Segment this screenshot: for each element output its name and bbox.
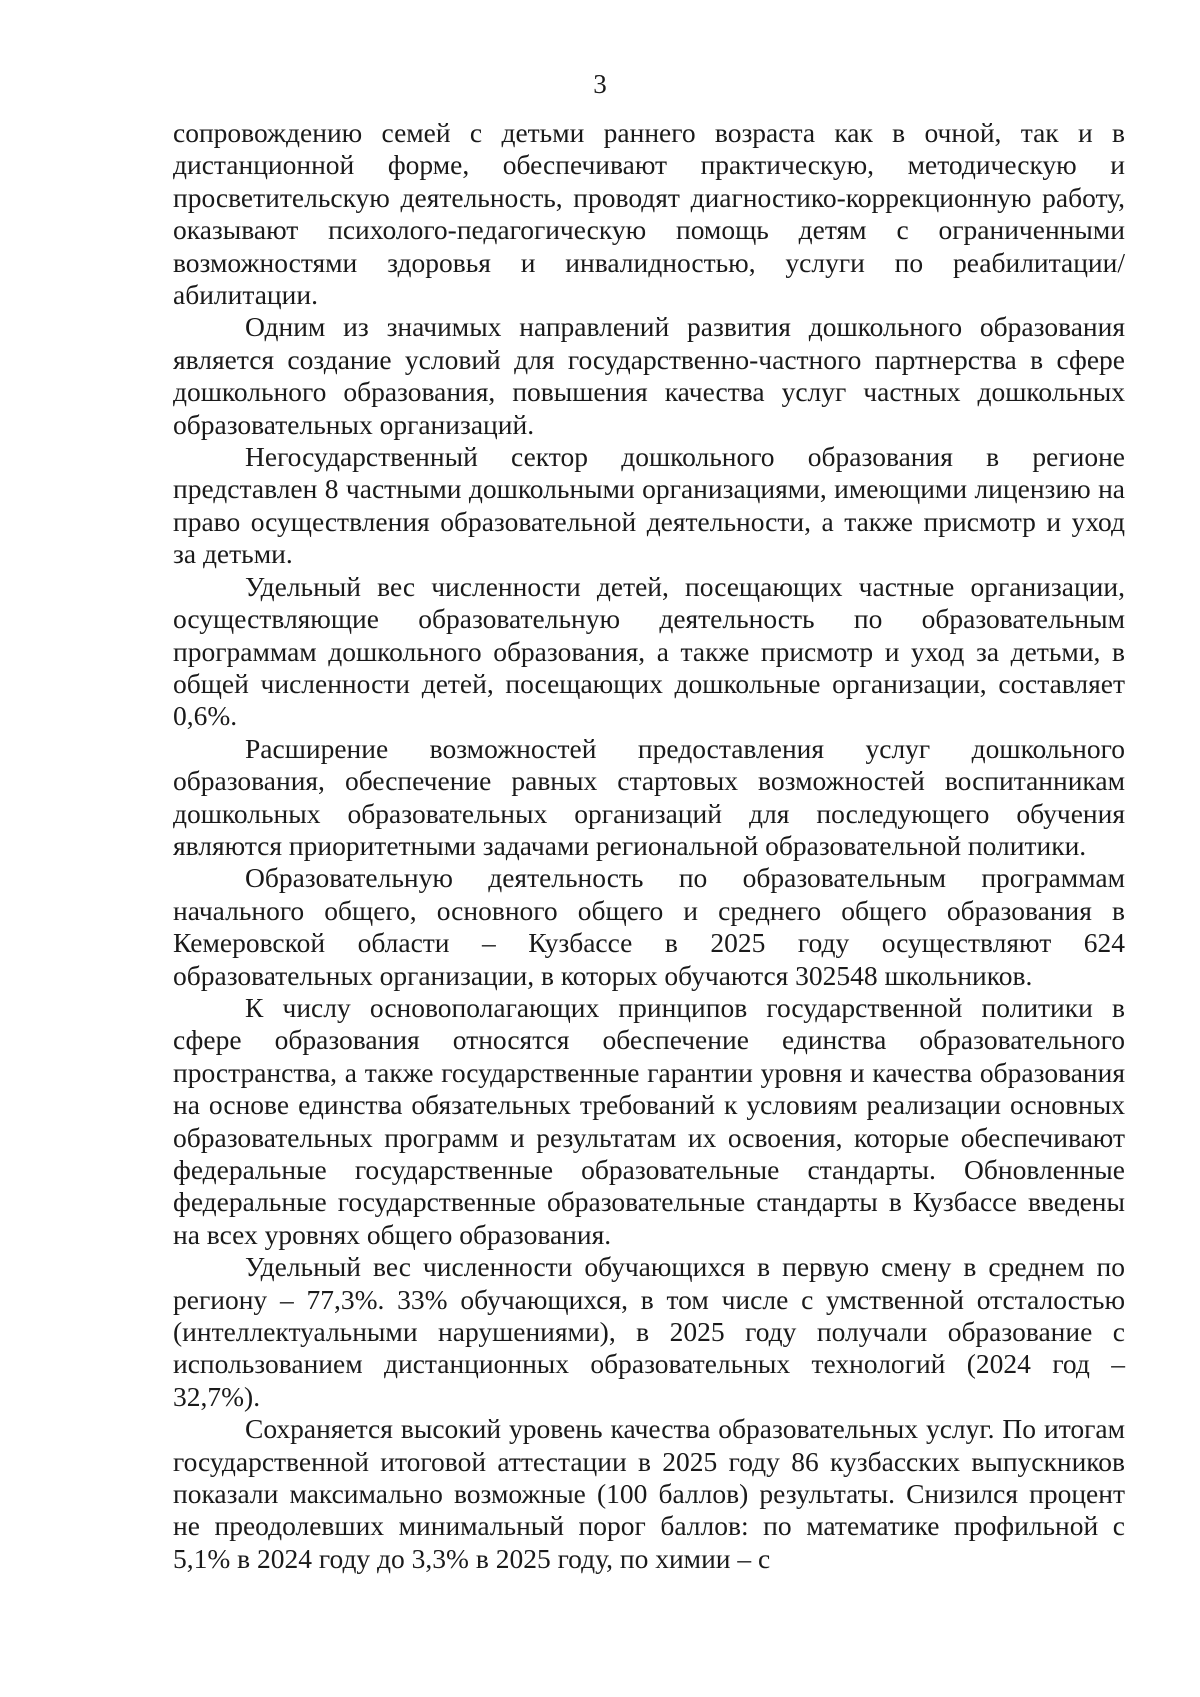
paragraph-first-shift: Удельный вес численности обучающихся в первую смену в среднем по региону – 77,3%. 33% обучающихся, в том числе с умственной отсталостью (интеллектуальными нарушениями), в 2025 году получали образование с использованием дистанционных образовательных технологий (2024 год – 32,7%). <box>173 1251 1125 1412</box>
paragraph-continuation: сопровождению семей с детьми раннего возраста как в очной, так и в дистанционной форме, обеспечивают практическую, методическую и просветительскую деятельность, проводят диагностико-коррекционную работу, оказывают психолого-педагогическую помощь детям с ограниченными возможностями здоровья и инвалидностью, услуги по реабилитации/абилитации. <box>173 117 1125 311</box>
paragraph-general-education: Образовательную деятельность по образовательным программам начального общего, основного общего и среднего общего образования в Кемеровской области – Кузбассе в 2025 году осуществляют 624 образовательных организации, в которых обучаются 302548 школьников. <box>173 862 1125 991</box>
page-number: 3 <box>593 69 607 99</box>
paragraph-non-state-sector: Негосударственный сектор дошкольного образования в регионе представлен 8 частными дошкольными организациями, имеющими лицензию на право осуществления образовательной деятельности, а также присмотр и уход за детьми. <box>173 441 1125 570</box>
paragraph-public-private-partnership: Одним из значимых направлений развития дошкольного образования является создание условий для государственно-частного партнерства в сфере дошкольного образования, повышения качества услуг частных дошкольных образовательных организаций. <box>173 311 1125 440</box>
paragraph-priority-tasks: Расширение возможностей предоставления услуг дошкольного образования, обеспечение равных стартовых возможностей воспитанникам дошкольных образовательных организаций для последующего обучения являются приоритетными задачами региональной образовательной политики. <box>173 732 1125 861</box>
paragraph-private-share: Удельный вес численности детей, посещающих частные организации, осуществляющие образовательную деятельность по образовательным программам дошкольного образования, а также присмотр и уход за детьми, в общей численности детей, посещающих дошкольные организации, составляет 0,6%. <box>173 570 1125 732</box>
paragraph-state-policy-principles: К числу основополагающих принципов государственной политики в сфере образования относятся обеспечение единства образовательного пространства, а также государственные гарантии уровня и качества образования на основе единства обязательных требований к условиям реализации основных образовательных программ и результатам их освоения, которые обеспечивают федеральные государственные образовательные стандарты. Обновленные федеральные государственные образовательные стандарты в Кузбассе введены на всех уровнях общего образования. <box>173 991 1125 1250</box>
document-body <box>173 117 1125 1575</box>
paragraph-quality-results: Сохраняется высокий уровень качества образовательных услуг. По итогам государственной итоговой аттестации в 2025 году 86 кузбасских выпускников показали максимально возможные (100 баллов) результаты. Снизился процент не преодолевших минимальный порог баллов: по математике профильной с 5,1% в 2024 году до 3,3% в 2025 году, по химии – с <box>173 1413 1125 1574</box>
